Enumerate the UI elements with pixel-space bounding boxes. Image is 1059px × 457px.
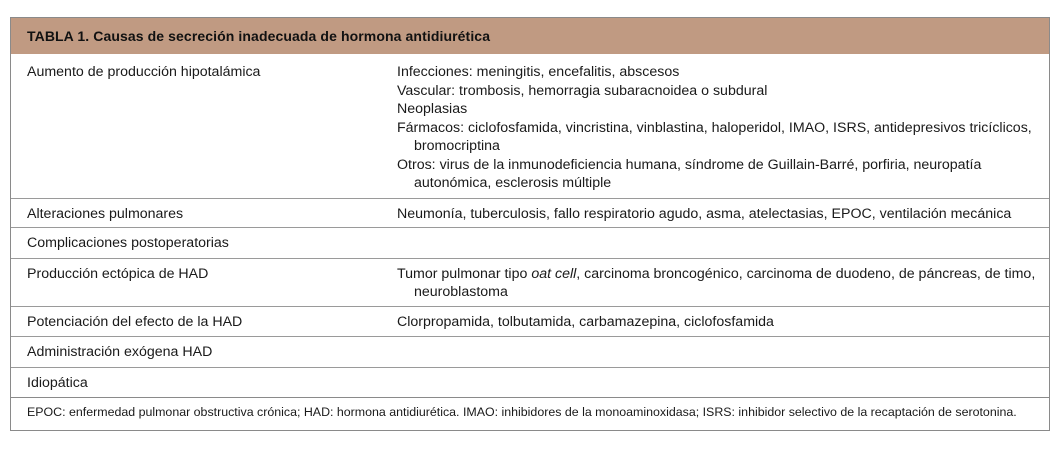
causes-table: [10, 17, 1050, 431]
table-row: [11, 258, 1049, 306]
detail-cell: [397, 367, 1049, 397]
cause-cell: Complicaciones postoperatorias: [11, 228, 397, 259]
detail-cell: [397, 306, 1049, 337]
cause-cell: Potenciación del efecto de la HAD: [11, 306, 397, 337]
cause-cell: Idiopática: [11, 367, 397, 397]
detail-line: Vascular: trombosis, hemorragia subaracnoidea o subdural: [397, 82, 768, 99]
table-row: [11, 367, 1049, 397]
detail-cell: [397, 258, 1049, 306]
table-body: [11, 54, 1049, 397]
detail-italic: oat cell: [531, 265, 577, 282]
detail-line: Fármacos: ciclofosfamida, vincristina, vinblastina, haloperidol, IMAO, ISRS, antidepresivos tricíclicos, bromocriptina: [397, 119, 1032, 154]
table-title: TABLA 1. Causas de secreción inadecuada de hormona antidiurética: [11, 17, 1049, 54]
cause-cell: Aumento de producción hipotalámica: [27, 64, 261, 80]
detail-line: Otros: virus de la inmunodeficiencia humana, síndrome de Guillain-Barré, porfiria, neuropatía autonómica, esclerosis múltiple: [397, 156, 982, 191]
detail-cell: [397, 337, 1049, 368]
detail-cell: [397, 228, 1049, 259]
table-footnote: EPOC: enfermedad pulmonar obstructiva crónica; HAD: hormona antidiurética. IMAO: inhibidores de la monoaminoxidasa; ISRS: inhibidor selectivo de la recaptación de serotonina.: [11, 397, 1049, 430]
cause-cell: Administración exógena HAD: [11, 337, 397, 368]
detail-suffix: , carcinoma broncogénico, carcinoma de duodeno, de páncreas, de timo, neuroblastoma: [414, 265, 1036, 300]
cause-cell: Producción ectópica de HAD: [11, 258, 397, 306]
table-row: [11, 198, 1049, 228]
detail-line: [397, 265, 1049, 302]
table-row: [11, 54, 1049, 198]
detail-cell: [397, 54, 1049, 198]
table-row: [11, 306, 1049, 337]
detail-cell: [397, 198, 1049, 228]
cause-cell: Alteraciones pulmonares: [11, 198, 397, 228]
table-row: [11, 228, 1049, 259]
detail-line: Infecciones: meningitis, encefalitis, abscesos: [397, 64, 680, 80]
detail-line: Neoplasias: [397, 101, 468, 117]
detail-prefix: Tumor pulmonar tipo: [397, 265, 532, 282]
detail-line: Neumonía, tuberculosis, fallo respiratorio agudo, asma, atelectasias, EPOC, ventilación mecánica: [397, 205, 1012, 222]
detail-line: Clorpropamida, tolbutamida, carbamazepina, ciclofosfamida: [397, 313, 774, 330]
table-row: [11, 337, 1049, 368]
